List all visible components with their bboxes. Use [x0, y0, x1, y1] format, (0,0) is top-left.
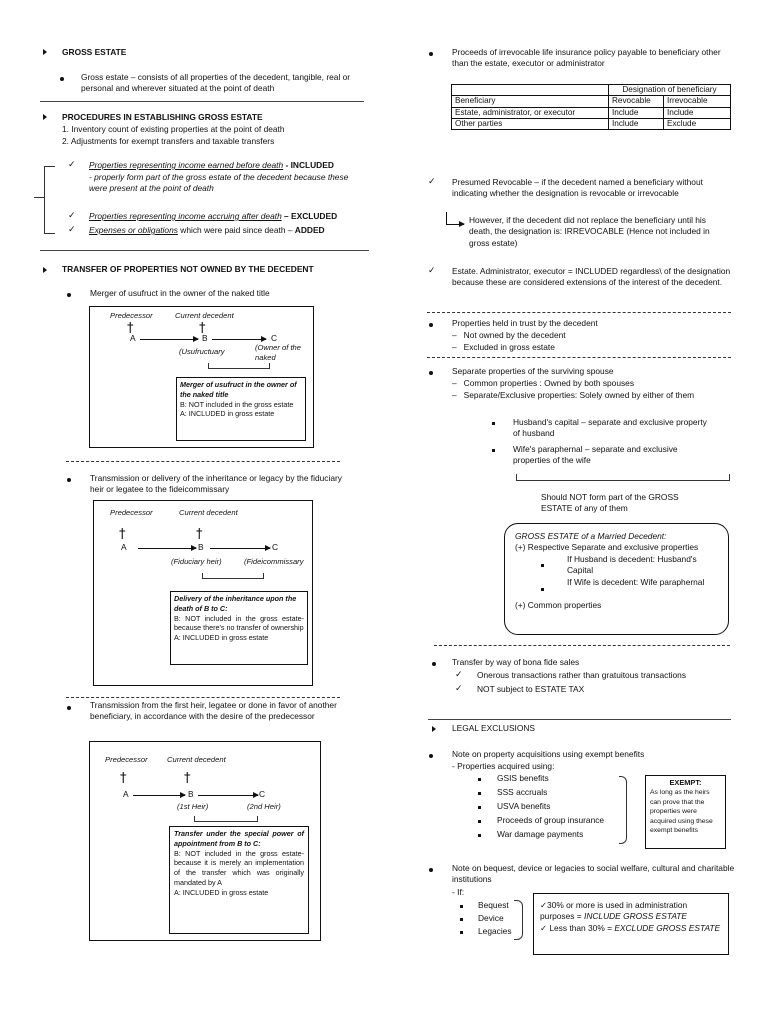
- merger-title: Merger of usufruct in the owner of the naked title: [90, 288, 270, 298]
- node-a: A: [121, 542, 127, 552]
- estate-admin-text: Estate. Administrator, executor = INCLUDED regardless\ of the designation because these are considered extensions of the interest of the decedent.: [452, 266, 731, 288]
- first-heir-diagram: [89, 741, 321, 941]
- procedure-step-1: 1. Inventory count of existing properties at the point of death: [62, 124, 285, 134]
- section-bullet-icon: [432, 726, 436, 732]
- spouse-title: Separate properties of the surviving spouse: [452, 366, 614, 376]
- col-revocable: Revocable: [609, 96, 664, 107]
- exempt-text: As long as the heirs can prove that the properties were acquired using these exempt benefits: [650, 789, 713, 835]
- square-bullet-icon: [478, 792, 481, 795]
- node-c: C: [271, 333, 278, 343]
- insurance-text: Proceeds of irrevocable life insurance policy payable to beneficiary other than the estate, executor or administrator: [452, 47, 721, 69]
- divider: [40, 250, 369, 251]
- check-icon: ✓: [428, 177, 436, 187]
- spouse-separate: – Separate/Exclusive properties: Solely owned by either of them: [452, 390, 695, 400]
- col-beneficiary: Beneficiary: [452, 96, 609, 107]
- spouse-common: – Common properties : Owned by both spouses: [452, 378, 635, 388]
- if-husband: If Husband is decedent: Husband's Capital: [567, 553, 697, 576]
- arrow-icon: [138, 548, 196, 549]
- first-heir-note-b: B: NOT included in the gross estate- because it is merely an implementation of the transfer which was originally mandated by A: [174, 848, 304, 887]
- check-icon: ✓: [68, 160, 76, 170]
- check-icon: ✓: [68, 211, 76, 221]
- spouse-conclusion: Should NOT form part of the GROSS ESTATE of any of them: [541, 492, 679, 514]
- check-icon: ✓: [428, 266, 436, 276]
- dashed-divider: [427, 312, 731, 313]
- predecessor-label: Predecessor: [110, 508, 153, 517]
- fidei-title: Transmission or delivery of the inheritance or legacy by the fiduciary heir or legatee to the fideicommissary: [90, 473, 342, 495]
- trust-title: Properties held in trust by the decedent: [452, 318, 598, 328]
- usufructuary-caption: (Usufructuary: [179, 347, 225, 356]
- cross-icon: †: [184, 771, 191, 786]
- brace: [516, 474, 730, 481]
- table-cell: Estate, administrator, or executor: [452, 107, 609, 118]
- fideicommissary-caption: (Fideicommissary: [244, 557, 304, 566]
- plus-separate: (+) Respective Separate and exclusive properties: [515, 542, 699, 553]
- plus-common: (+) Common properties: [515, 600, 602, 611]
- square-bullet-icon: [492, 449, 495, 452]
- cross-icon: †: [127, 321, 134, 336]
- predecessor-label: Predecessor: [110, 311, 153, 320]
- benefit-item: GSIS benefits: [497, 773, 549, 783]
- table-row: [452, 107, 731, 118]
- dashed-divider: [434, 645, 730, 646]
- fidei-note-title: Delivery of the inheritance upon the death of B to C:: [174, 594, 297, 613]
- bullet-icon: [429, 52, 433, 56]
- cross-icon: †: [196, 527, 203, 542]
- legal-heading: LEGAL EXCLUSIONS: [452, 723, 536, 733]
- exempt-box: [645, 775, 726, 849]
- fiduciary-caption: (Fiduciary heir): [171, 557, 222, 566]
- dashed-divider: [66, 697, 340, 698]
- first-heir-note-title: Transfer under the special power of appointment from B to C:: [174, 829, 304, 848]
- exempt-note: Note on property acquisitions using exempt benefits: [452, 749, 645, 759]
- procedures-heading: PROCEDURES IN ESTABLISHING GROSS ESTATE: [62, 112, 263, 122]
- cross-icon: †: [120, 771, 127, 786]
- bullet-icon: [429, 371, 433, 375]
- trust-item: – Excluded in gross estate: [452, 342, 555, 352]
- first-heir-caption: (1st Heir): [177, 802, 209, 811]
- square-bullet-icon: [478, 820, 481, 823]
- trust-item: – Not owned by the decedent: [452, 330, 566, 340]
- bona-fide-title: Transfer by way of bona fide sales: [452, 657, 580, 667]
- current-decedent-label: Current decedent: [175, 311, 234, 320]
- cross-icon: †: [119, 527, 126, 542]
- col-irrevocable: Irrevocable: [664, 96, 731, 107]
- check-icon: ✓: [68, 225, 76, 235]
- arrow-icon: [210, 548, 270, 549]
- kind-item: Bequest: [478, 900, 509, 910]
- presumed-sub: However, if the decedent did not replace the beneficiary until his death, the designation is: IRREVOCABLE (Hence not included in gross estate): [469, 215, 710, 248]
- first-heir-note-a: A: INCLUDED in gross estate: [174, 887, 269, 897]
- table-cell: Include: [609, 118, 664, 129]
- node-b: B: [202, 333, 208, 343]
- bullet-icon: [429, 868, 433, 872]
- table-cell: Other parties: [452, 118, 609, 129]
- procedure-item-1: Properties representing income earned before death - INCLUDED: [89, 160, 334, 170]
- check-icon: ✓: [455, 684, 463, 694]
- benefit-item: War damage payments: [497, 829, 584, 839]
- square-bullet-icon: [541, 564, 544, 567]
- fidei-diagram: [93, 500, 313, 686]
- brace: [619, 776, 627, 844]
- check-icon: ✓: [455, 670, 463, 680]
- node-a: A: [130, 333, 136, 343]
- arrow-icon: [140, 339, 198, 340]
- square-bullet-icon: [460, 905, 463, 908]
- gross-estate-heading: GROSS ESTATE: [62, 47, 127, 57]
- square-bullet-icon: [478, 834, 481, 837]
- brace: [208, 363, 270, 369]
- transfer-heading: TRANSFER OF PROPERTIES NOT OWNED BY THE DECEDENT: [62, 264, 314, 274]
- procedure-item-3: Expenses or obligations which were paid since death – ADDED: [89, 225, 325, 235]
- benefit-item: Proceeds of group insurance: [497, 815, 605, 825]
- first-heir-note: [169, 826, 309, 934]
- dashed-divider: [427, 357, 731, 358]
- table-row: [452, 118, 731, 129]
- square-bullet-icon: [492, 422, 495, 425]
- arrow-icon: [212, 339, 266, 340]
- node-c: C: [259, 789, 266, 799]
- husband-capital: Husband's capital – separate and exclusive property of husband: [513, 417, 707, 439]
- bona-fide-item: NOT subject to ESTATE TAX: [477, 684, 585, 694]
- square-bullet-icon: [478, 806, 481, 809]
- bracket: [44, 166, 55, 234]
- designation-header: Designation of beneficiary: [609, 85, 731, 96]
- fidei-note-b: B: NOT included in the gross estate- because there's no transfer of ownership: [174, 613, 304, 633]
- if-wife: If Wife is decedent: Wife paraphernal: [567, 576, 705, 587]
- square-bullet-icon: [478, 778, 481, 781]
- node-a: A: [123, 789, 129, 799]
- benefit-item: USVA benefits: [497, 801, 551, 811]
- bullet-icon: [429, 754, 433, 758]
- table-cell: Include: [664, 107, 731, 118]
- node-b: B: [198, 542, 204, 552]
- dashed-divider: [66, 461, 340, 462]
- merger-note-a: A: INCLUDED in gross estate: [180, 409, 275, 419]
- bullet-icon: [67, 478, 71, 482]
- merger-note-title: Merger of usufruct in the owner of the naked title: [180, 380, 297, 399]
- brace: [514, 900, 523, 940]
- fidei-note-a: A: INCLUDED in gross estate: [174, 633, 269, 643]
- second-heir-caption: (2nd Heir): [247, 802, 281, 811]
- brace: [202, 573, 264, 579]
- procedure-step-2: 2. Adjustments for exempt transfers and taxable transfers: [62, 136, 275, 146]
- benefit-item: SSS accruals: [497, 787, 548, 797]
- rule-2: ✓ Less than 30% = EXCLUDE GROSS ESTATE: [540, 922, 721, 933]
- presumed-text: Presumed Revocable – if the decedent named a beneficiary without indicating whether the designation is revocable or irrevocable: [452, 177, 703, 199]
- fidei-note: [170, 591, 308, 665]
- section-bullet-icon: [43, 114, 47, 120]
- bullet-icon: [429, 323, 433, 327]
- arrow-icon: [452, 224, 464, 225]
- if-label: - If:: [452, 887, 465, 897]
- bullet-icon: [60, 77, 64, 81]
- merger-note-b: B: NOT included in the gross estate: [180, 399, 294, 409]
- bullet-icon: [67, 706, 71, 710]
- owner-caption: (Owner of the naked: [255, 343, 302, 363]
- merger-note: [176, 377, 306, 441]
- arrow-icon: [133, 795, 185, 796]
- kind-item: Legacies: [478, 926, 512, 936]
- section-bullet-icon: [43, 267, 47, 273]
- rule-1: ✓30% or more is used in administration purposes = INCLUDE GROSS ESTATE: [540, 900, 688, 922]
- square-bullet-icon: [460, 931, 463, 934]
- predecessor-label: Predecessor: [105, 755, 148, 764]
- divider: [40, 101, 364, 102]
- current-decedent-label: Current decedent: [167, 755, 226, 764]
- divider: [428, 719, 731, 720]
- bona-fide-item: Onerous transactions rather than gratuitous transactions: [477, 670, 687, 680]
- table-cell: Include: [609, 107, 664, 118]
- current-decedent-label: Current decedent: [179, 508, 238, 517]
- kind-item: Device: [478, 913, 504, 923]
- gross-estate-definition: Gross estate – consists of all properties of the decedent, tangible, real or personal and wherever situated at the point of death: [81, 72, 351, 94]
- node-c: C: [272, 542, 279, 552]
- table-cell: Exclude: [664, 118, 731, 129]
- married-decedent-box: [504, 523, 729, 635]
- procedure-item-2: Properties representing income accruing after death – EXCLUDED: [89, 211, 338, 221]
- bracket-tick: [34, 197, 44, 198]
- arrow-icon: [198, 795, 258, 796]
- acquired-using: - Properties acquired using:: [452, 761, 555, 771]
- bequest-note: Note on bequest, device or legacies to social welfare, cultural and charitable institutions: [452, 863, 735, 885]
- bullet-icon: [432, 662, 436, 666]
- brace: [194, 816, 258, 822]
- merger-diagram: [89, 306, 314, 448]
- section-bullet-icon: [43, 49, 47, 55]
- insurance-table: [451, 84, 731, 130]
- node-b: B: [188, 789, 194, 799]
- married-title: GROSS ESTATE of a Married Decedent:: [515, 531, 667, 541]
- first-heir-title: Transmission from the first heir, legatee or done in favor of another beneficiary, in accordance with the desire of the predecessor: [90, 700, 337, 722]
- cross-icon: †: [199, 321, 206, 336]
- square-bullet-icon: [541, 588, 544, 591]
- wife-paraphernal: Wife's paraphernal – separate and exclusive properties of the wife: [513, 444, 678, 466]
- bullet-icon: [67, 293, 71, 297]
- bequest-rules-box: [533, 893, 729, 955]
- square-bullet-icon: [460, 918, 463, 921]
- exempt-title: EXEMPT:: [669, 778, 702, 787]
- procedure-item-1-note: - properly form part of the gross estate of the decedent because these were present at the point of death: [89, 172, 349, 194]
